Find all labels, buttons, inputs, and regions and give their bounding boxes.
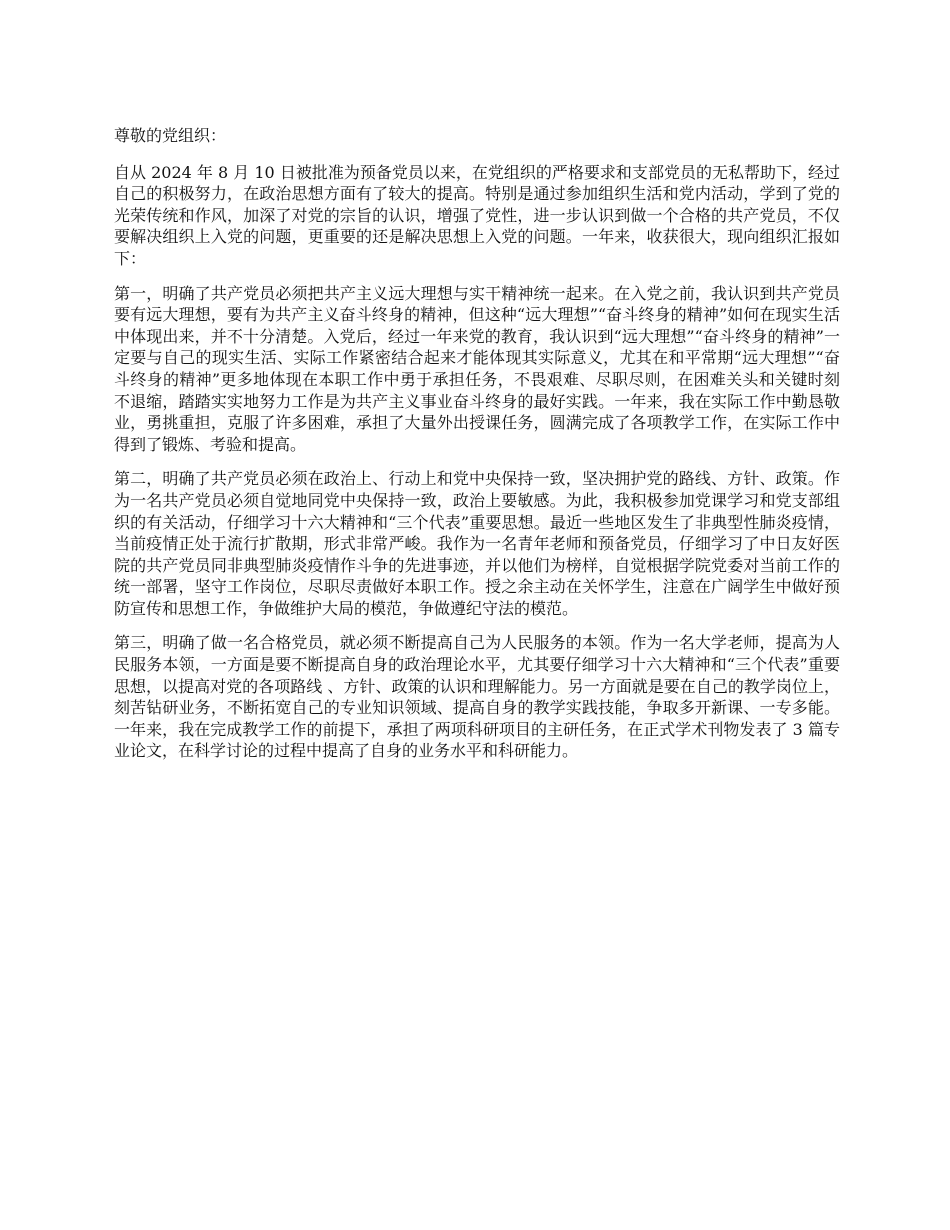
- paragraph-first: 第一，明确了共产党员必须把共产主义远大理想与实干精神统一起来。在入党之前，我认识到共产党员要有远大理想，要有为共产主义奋斗终身的精神，但这种“远大理想”“奋斗终身的精神”如何在现实生活中体现出来，并不十分清楚。入党后，经过一年来党的教育，我认识到“远大理想”“奋斗终身的精神”一定要与自己的现实生活、实际工作紧密结合起来才能体现其实际意义，尤其在和平常期“远大理想”“奋斗终身的精神”更多地体现在本职工作中勇于承担任务，不畏艰难、尽职尽则，在困难关头和关键时刻不退缩，踏踏实实地努力工作是为共产主义事业奋斗终身的最好实践。一年来，我在实际工作中勤恳敬业，勇挑重担，克服了许多困难，承担了大量外出授课任务，圆满完成了各项教学工作，在实际工作中得到了锻炼、考验和提高。: [114, 283, 840, 454]
- paragraph-second: 第二，明确了共产党员必须在政治上、行动上和党中央保持一致，坚决拥护党的路线、方针、政策。作为一名共产党员必须自觉地同党中央保持一致，政治上要敏感。为此，我积极参加党课学习和党支部组织的有关活动，仔细学习十六大精神和“三个代表”重要思想。最近一些地区发生了非典型性肺炎疫情，当前疫情正处于流行扩散期，形式非常严峻。我作为一名青年老师和预备党员，仔细学习了中日友好医院的共产党员同非典型肺炎疫情作斗争的先进事迹，并以他们为榜样，自觉根据学院党委对当前工作的统一部署，坚守工作岗位，尽职尽责做好本职工作。授之余主动在关怀学生，注意在广阔学生中做好预防宣传和思想工作，争做维护大局的模范，争做遵纪守法的模范。: [114, 469, 840, 618]
- paragraph-intro: 自从 2024 年 8 月 10 日被批准为预备党员以来，在党组织的严格要求和支部党员的无私帮助下，经过自己的积极努力，在政治思想方面有了较大的提高。特别是通过参加组织生活和党内活动，学到了党的光荣传统和作风，加深了对党的宗旨的认识，增强了党性，进一步认识到做一个合格的共产党员，不仅要解决组织上入党的问题，更重要的还是解决思想上入党的问题。一年来，收获很大，现向组织汇报如下：: [114, 162, 840, 268]
- paragraph-third: 第三，明确了做一名合格党员，就必须不断提高自己为人民服务的本领。作为一名大学老师，提高为人民服务本领，一方面是要不断提高自身的政治理论水平，尤其要仔细学习十六大精神和“三个代表”重要思想，以提高对党的各项路线 、方针、政策的认识和理解能力。另一方面就是要在自己的教学岗位上，刻苦钻研业务，不断拓宽自己的专业知识领域、提高自身的教学实践技能，争取多开新课、一专多能。一年来，我在完成教学工作的前提下，承担了两项科研项目的主研任务，在正式学术刊物发表了 3 篇专业论文，在科学讨论的过程中提高了自身的业务水平和科研能力。: [114, 633, 840, 761]
- salutation: 尊敬的党组织：: [114, 126, 227, 145]
- document-body: [114, 125, 840, 775]
